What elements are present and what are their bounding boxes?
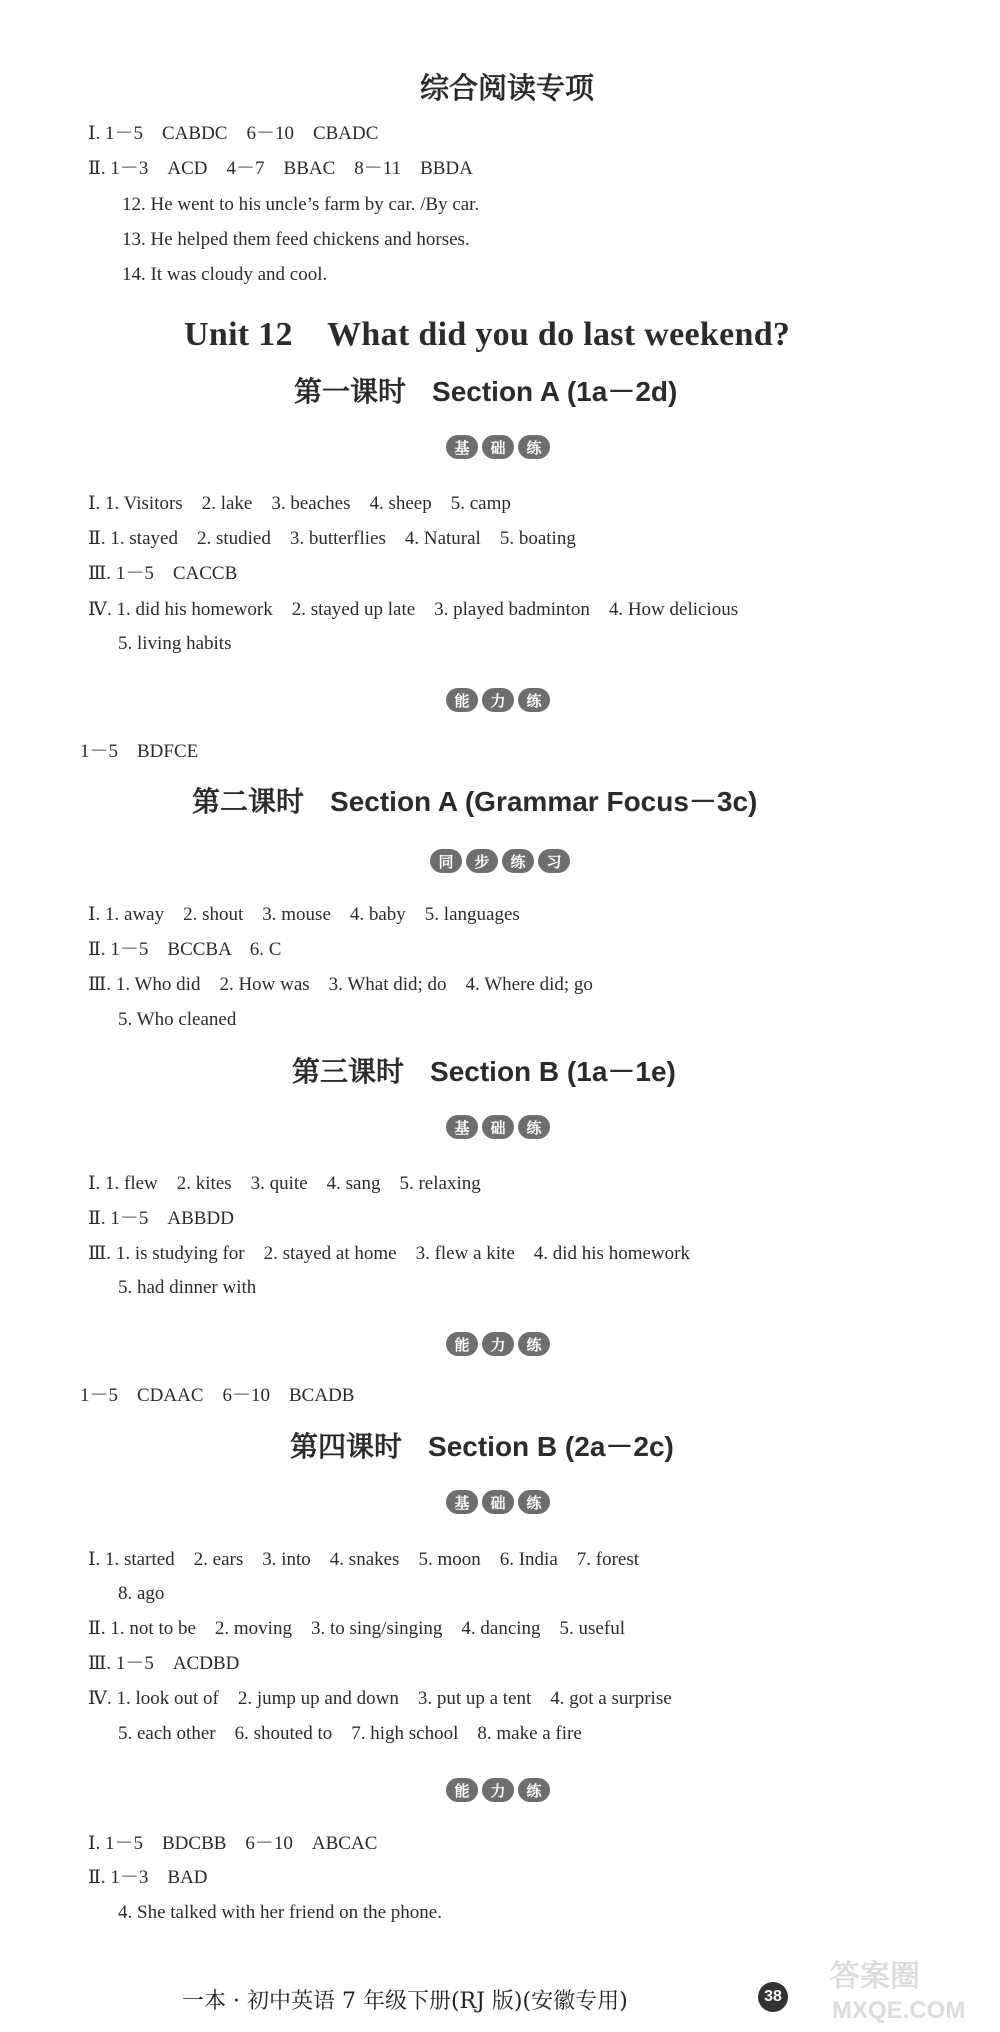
- badge-char: 步: [466, 849, 498, 873]
- answer-line: Ⅰ. 1. started 2. ears 3. into 4. snakes 5. moon 6. India 7. forest: [88, 1549, 640, 1570]
- answer-line: Ⅰ. 1. away 2. shout 3. mouse 4. baby 5. languages: [88, 904, 520, 925]
- lesson-1-heading: [294, 370, 677, 410]
- badge-basic-4: [446, 1490, 550, 1514]
- reading-answer-4: 13. He helped them feed chickens and horses.: [122, 229, 470, 250]
- badge-char: 能: [446, 1778, 478, 1802]
- badge-char: 能: [446, 688, 478, 712]
- reading-answer-5: 14. It was cloudy and cool.: [122, 264, 328, 285]
- answer-line: 4. She talked with her friend on the phone.: [118, 1902, 442, 1923]
- lesson-2-heading: [192, 780, 757, 820]
- badge-char: 础: [482, 435, 514, 459]
- lesson-3-heading: [292, 1050, 676, 1090]
- badge-char: 基: [446, 1115, 478, 1139]
- badge-char: 练: [518, 1778, 550, 1802]
- badge-char: 基: [446, 435, 478, 459]
- badge-basic-1: [446, 435, 550, 459]
- page-footer: 一本 · 初中英语 7 年级下册(RJ 版)(安徽专用): [182, 1989, 628, 2014]
- lesson-2-en: Section A (Grammar Focus－3c): [330, 786, 758, 817]
- answer-line: 1－5 BDFCE: [80, 741, 199, 762]
- answer-line: Ⅱ. 1－5 BCCBA 6. C: [88, 939, 282, 960]
- answer-line: Ⅱ. 1. stayed 2. studied 3. butterflies 4. Natural 5. boating: [88, 528, 576, 549]
- page-number: 38: [758, 1982, 788, 2012]
- answer-line: 5. living habits: [118, 633, 232, 654]
- badge-ability-4: [446, 1778, 550, 1802]
- lesson-3-cn: 第三课时: [292, 1055, 405, 1088]
- badge-char: 练: [502, 849, 534, 873]
- badge-char: 练: [518, 435, 550, 459]
- unit-title: Unit 12 What did you do last weekend?: [184, 316, 791, 353]
- answer-line: Ⅲ. 1. is studying for 2. stayed at home 3. flew a kite 4. did his homework: [88, 1243, 690, 1264]
- badge-char: 力: [482, 1332, 514, 1356]
- answer-line: Ⅳ. 1. did his homework 2. stayed up late 3. played badminton 4. How delicious: [88, 599, 739, 620]
- badge-char: 能: [446, 1332, 478, 1356]
- answer-line: 5. each other 6. shouted to 7. high school 8. make a fire: [118, 1723, 582, 1744]
- badge-ability-1: [446, 688, 550, 712]
- answer-line: Ⅱ. 1－3 BAD: [88, 1867, 208, 1888]
- badge-char: 习: [538, 849, 570, 873]
- badge-sync-2: [430, 849, 570, 873]
- badge-ability-3: [446, 1332, 550, 1356]
- lesson-1-en: Section A (1a－2d): [432, 376, 678, 407]
- answer-line: Ⅳ. 1. look out of 2. jump up and down 3. put up a tent 4. got a surprise: [88, 1688, 672, 1709]
- badge-char: 练: [518, 1115, 550, 1139]
- lesson-3-en: Section B (1a－1e): [430, 1056, 676, 1087]
- badge-char: 练: [518, 1332, 550, 1356]
- answer-line: 5. had dinner with: [118, 1277, 257, 1298]
- reading-answer-1: Ⅰ. 1－5 CABDC 6－10 CBADC: [88, 123, 379, 144]
- reading-answer-2: Ⅱ. 1－3 ACD 4－7 BBAC 8－11 BBDA: [88, 158, 473, 179]
- answer-line: Ⅲ. 1－5 ACDBD: [88, 1653, 240, 1674]
- lesson-4-en: Section B (2a－2c): [428, 1431, 674, 1462]
- badge-char: 同: [430, 849, 462, 873]
- answer-line: Ⅱ. 1. not to be 2. moving 3. to sing/singing 4. dancing 5. useful: [88, 1618, 625, 1639]
- answer-line: Ⅱ. 1－5 ABBDD: [88, 1208, 234, 1229]
- watermark-logo: 答案圈: [830, 1960, 920, 1993]
- badge-char: 础: [482, 1115, 514, 1139]
- section-title: 综合阅读专项: [420, 71, 595, 105]
- answer-line: Ⅰ. 1－5 BDCBB 6－10 ABCAC: [88, 1833, 378, 1854]
- reading-answer-3: 12. He went to his uncle’s farm by car. /By car.: [122, 194, 480, 215]
- badge-char: 力: [482, 688, 514, 712]
- answer-line: Ⅲ. 1－5 CACCB: [88, 563, 238, 584]
- badge-char: 力: [482, 1778, 514, 1802]
- answer-line: Ⅲ. 1. Who did 2. How was 3. What did; do 4. Where did; go: [88, 974, 593, 995]
- answer-line: Ⅰ. 1. flew 2. kites 3. quite 4. sang 5. relaxing: [88, 1173, 481, 1194]
- answer-line: 8. ago: [118, 1583, 165, 1604]
- lesson-4-heading: [290, 1425, 674, 1465]
- badge-char: 础: [482, 1490, 514, 1514]
- lesson-1-cn: 第一课时: [294, 375, 407, 408]
- answer-line: 1－5 CDAAC 6－10 BCADB: [80, 1385, 355, 1406]
- badge-char: 练: [518, 688, 550, 712]
- badge-char: 练: [518, 1490, 550, 1514]
- badge-char: 基: [446, 1490, 478, 1514]
- watermark-url: MXQE.COM: [832, 1997, 966, 2024]
- answer-line: Ⅰ. 1. Visitors 2. lake 3. beaches 4. sheep 5. camp: [88, 493, 511, 514]
- lesson-4-cn: 第四课时: [290, 1430, 403, 1463]
- badge-basic-3: [446, 1115, 550, 1139]
- lesson-2-cn: 第二课时: [192, 785, 305, 818]
- answer-line: 5. Who cleaned: [118, 1009, 237, 1030]
